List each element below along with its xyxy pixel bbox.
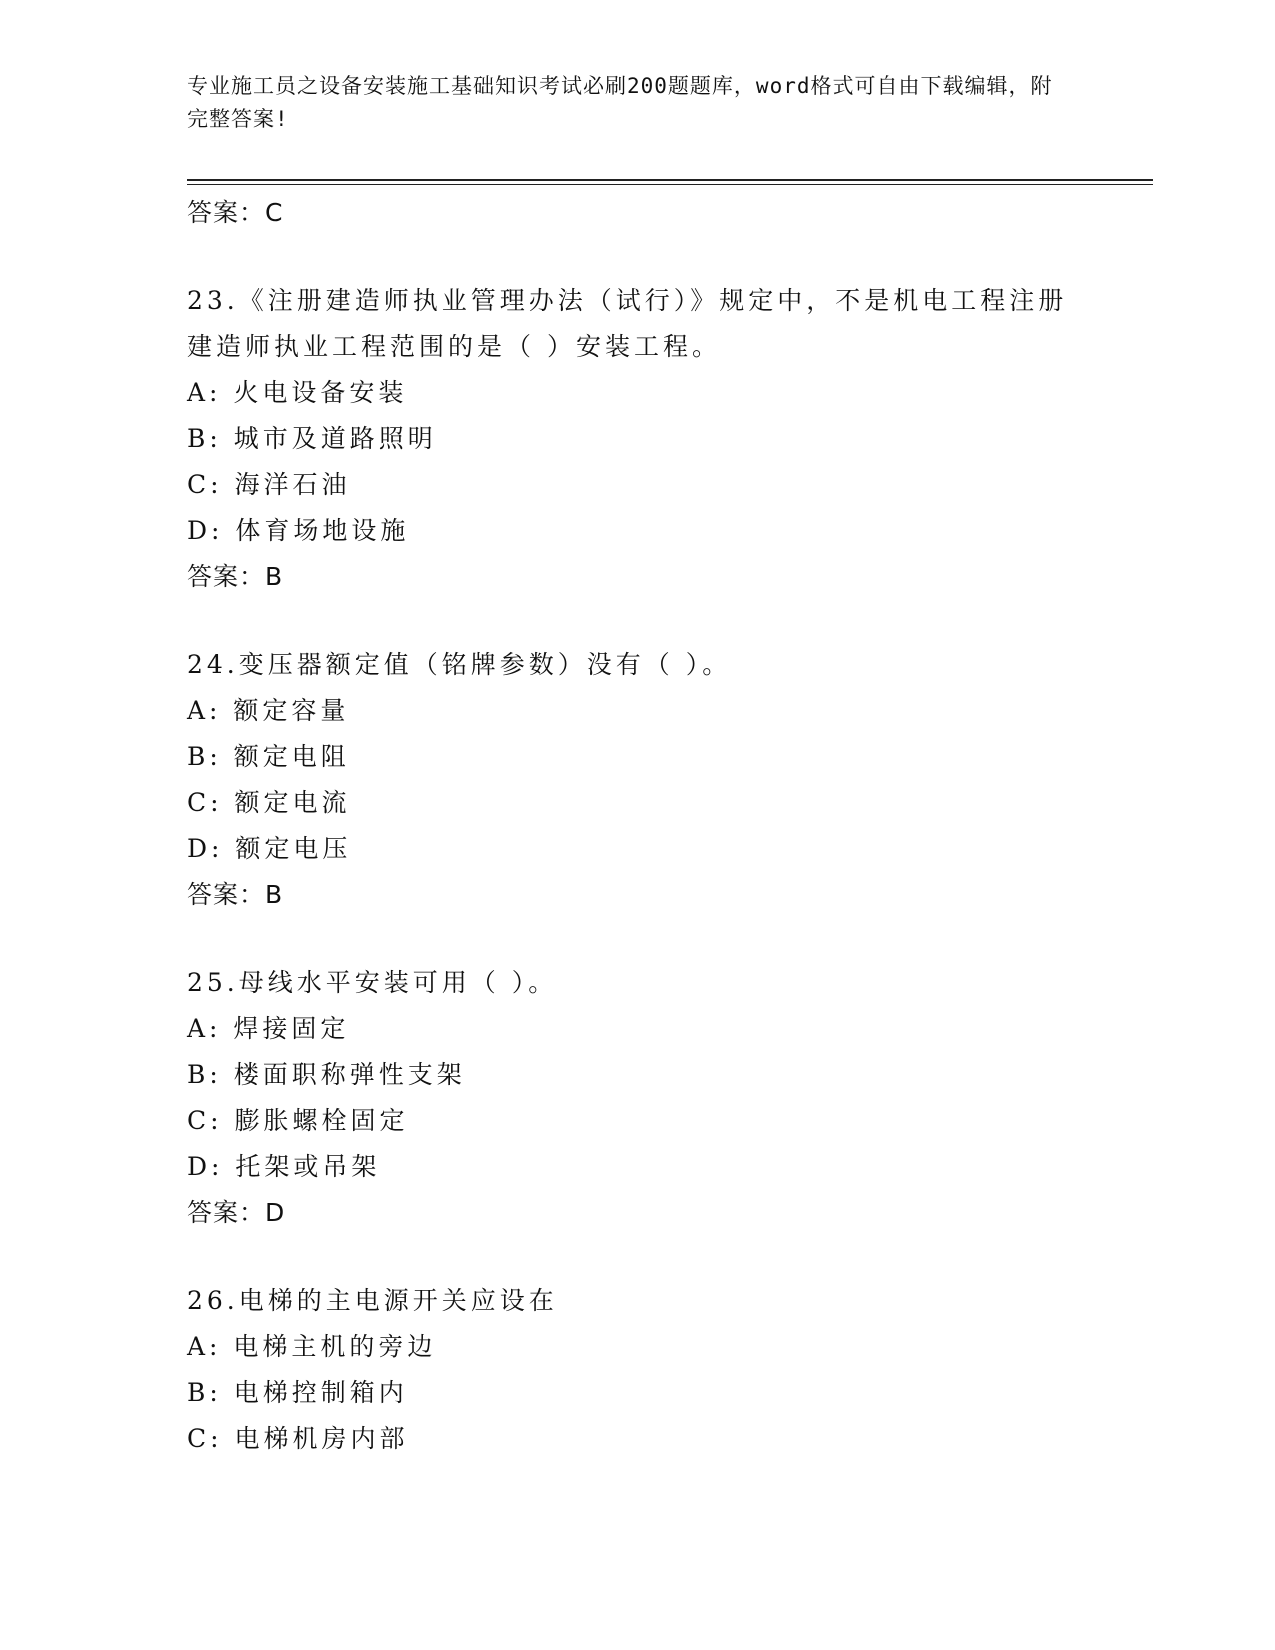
question-list [187,190,1087,1462]
question-text: 25.母线水平安装可用（ ）。 [187,968,558,997]
page-header-title: 专业施工员之设备安装施工基础知识考试必刷200题题库，word格式可自由下载编辑，附完整答案! [187,74,1053,131]
option-d: D: 体育场地设施 [187,516,410,545]
option-d: D: 额定电压 [187,834,352,863]
option-a: A: 焊接固定 [187,1014,350,1043]
answer-line: 答案：C [187,198,284,227]
question-block-23 [187,278,1087,600]
option-a: A: 火电设备安装 [187,378,408,407]
option-a: A: 电梯主机的旁边 [187,1332,437,1361]
option-c: C: 膨胀螺栓固定 [187,1106,409,1135]
option-b: B: 楼面职称弹性支架 [187,1060,466,1089]
question-text: 23.《注册建造师执业管理办法（试行）》规定中，不是机电工程注册建造师执业工程范围的是（ ）安装工程。 [187,286,1068,361]
answer-line: 答案：B [187,880,284,909]
header-divider-thin [187,184,1153,185]
question-block-26 [187,1278,1087,1462]
question-block-24 [187,642,1087,918]
header-divider-thick [187,179,1153,181]
question-text: 24.变压器额定值（铭牌参数）没有（ ）。 [187,650,732,679]
option-c: C: 额定电流 [187,788,351,817]
option-b: B: 电梯控制箱内 [187,1378,408,1407]
answer-line: 答案：D [187,1198,286,1227]
option-c: C: 电梯机房内部 [187,1424,409,1453]
option-b: B: 城市及道路照明 [187,424,437,453]
question-block-25 [187,960,1087,1236]
option-d: D: 托架或吊架 [187,1152,381,1181]
option-b: B: 额定电阻 [187,742,350,771]
question-text: 26.电梯的主电源开关应设在 [187,1286,558,1315]
option-a: A: 额定容量 [187,696,350,725]
answer-line: 答案：B [187,562,284,591]
option-c: C: 海洋石油 [187,470,351,499]
